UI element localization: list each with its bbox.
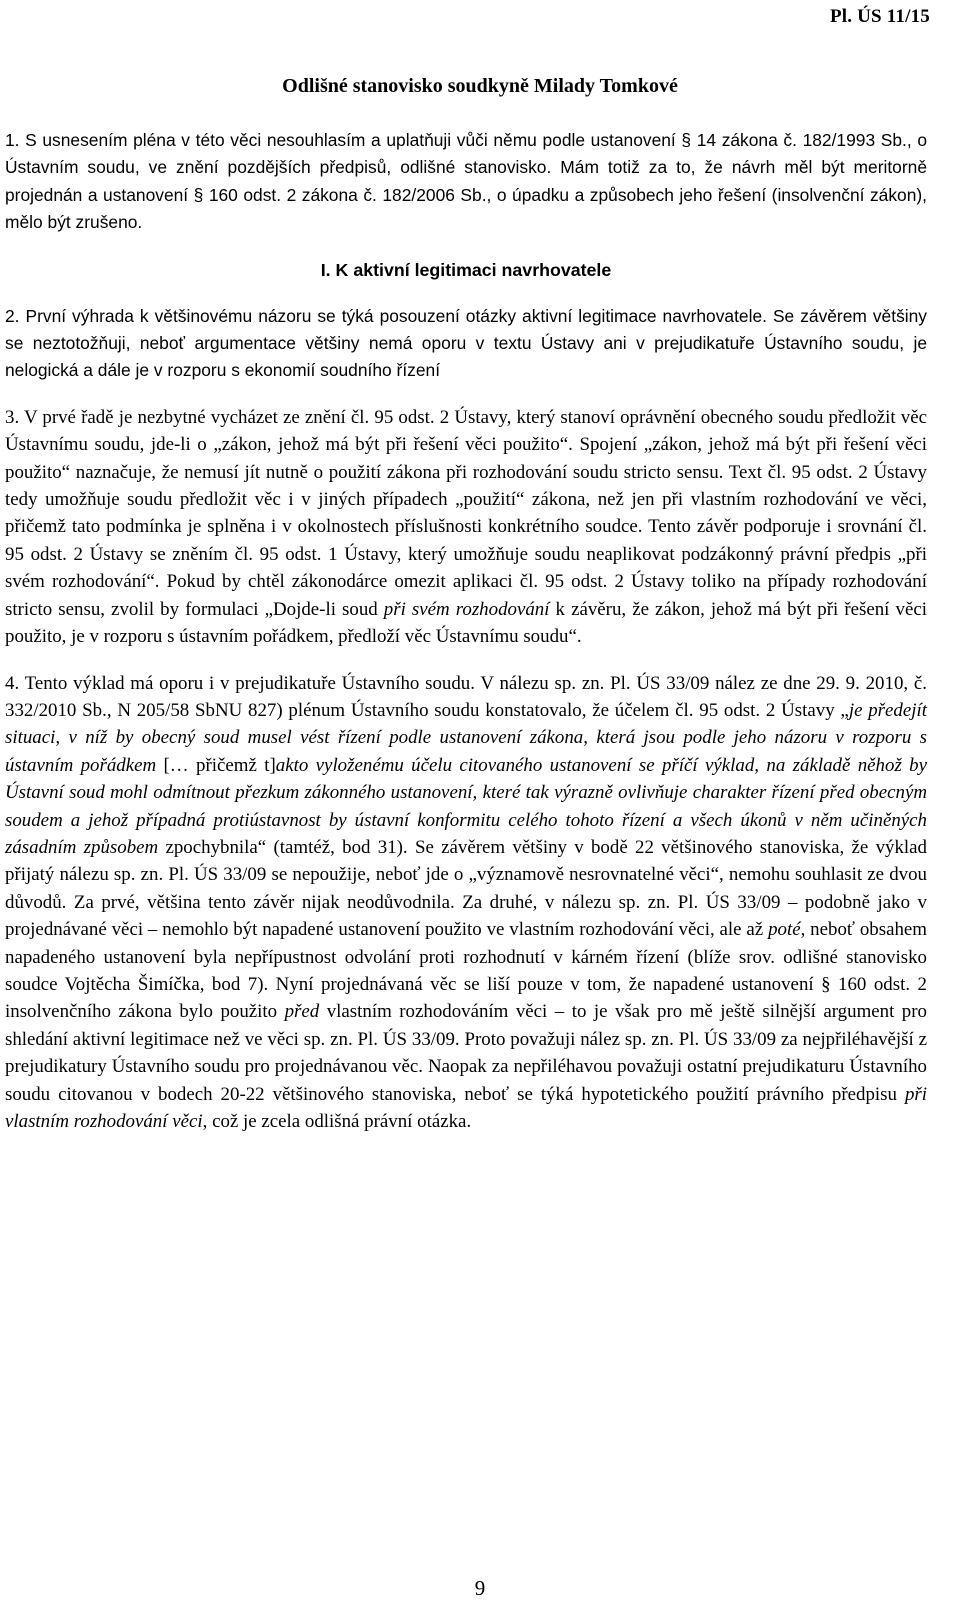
paragraph-4-text-g: , neboť obsahem napadeného ustanovení byla nepřípustnost odvolání proti rozhodnutí v kárném řízení (blíže srov. odlišné stanovisko soudce Vojtěcha Šimíčka, bod 7). Nyní projednávaná věc se liší pouze v tom, že napadené ustanovení § 160 odst. 2 insolvenčního zákona bylo použito bbox=[5, 919, 927, 1023]
paragraph-4-italic-d: akto vyloženému účelu citovaného ustanovení se příčí výklad, na základě něhož by Ústavní soud mohl odmítnout přezkum zákonného ustanovení, které tak výrazně ovlivňuje charakter řízení před obecným soudem a jehož případná protiústavnost by ústavní konformitu celého tohoto řízení a všech úkonů v něm učiněných zásadním způsobem bbox=[5, 754, 927, 858]
document-reference: Pl. ÚS 11/15 bbox=[829, 6, 930, 27]
paragraph-2: 2. První výhrada k většinovému názoru se týká posouzení otázky aktivní legitimace navrhovatele. Se závěrem většiny se neztotožňuji, neboť argumentace většiny nemá oporu v textu Ústavy ani v prejudikatuře Ústavního soudu, je nelogická a dále je v rozporu s ekonomií soudního řízení bbox=[5, 305, 927, 381]
document-body bbox=[5, 127, 927, 1135]
paragraph-3-italic-b: při svém rozhodování bbox=[383, 598, 550, 620]
section-heading: I. K aktivní legitimaci navrhovatele bbox=[320, 259, 612, 280]
page-number: 9 bbox=[474, 1576, 486, 1600]
paragraph-3 bbox=[5, 404, 927, 651]
paragraph-3-text-a: 3. V prvé řadě je nezbytné vycházet ze znění čl. 95 odst. 2 Ústavy, který stanoví oprávnění obecného soudu předložit věc Ústavnímu soudu, jde-li o „zákon, jehož má být při řešení věci použito“. Spojení „zákon, jehož má být při řešení věci použito“ naznačuje, že nemusí jít nutně o použití zákona při rozhodování soudu stricto sensu. Text čl. 95 odst. 2 Ústavy tedy umožňuje soudu předložit věc i v jiných případech „použití“ zákona, než jen při vlastním rozhodování ve věci, přičemž tato podmínka je splněna i v okolnostech příslušnosti konkrétního soudce. Tento závěr podporuje i srovnání čl. 95 odst. 2 Ústavy se zněním čl. 95 odst. 1 Ústavy, který umožňuje soudu neaplikovat podzákonný právní předpis „při svém rozhodování“. Pokud by chtěl zákonodárce omezit aplikaci čl. 95 odst. 2 Ústavy toliko na případy rozhodování stricto sensu, zvolil by formulaci „Dojde-li soud bbox=[5, 406, 927, 620]
paragraph-4-italic-j: při vlastním rozhodování věci bbox=[5, 1083, 927, 1132]
paragraph-4-text-c: [… přičemž t] bbox=[156, 754, 276, 776]
paragraph-4-italic-b: je předejít situaci, v níž by obecný soud musel vést řízení podle ustanovení zákona, která jsou podle jeho názoru v rozporu s ústavním pořádkem bbox=[5, 699, 927, 776]
paragraph-4-italic-h: před bbox=[284, 1001, 320, 1023]
paragraph-4-text-i: vlastním rozhodováním věci – to je však pro mě ještě silnější argument pro shledání aktivní legitimace než ve věci sp. zn. Pl. ÚS 33/09. Proto považuji nález sp. zn. Pl. ÚS 33/09 za nejpřiléhavější z prejudikatury Ústavního soudu pro projednávanou věc. Naopak za nepřiléhavou považuji ostatní prejudikaturu Ústavního soudu citovanou v bodech 20-22 většinového stanoviska, neboť se týká hypotetického použití právního předpisu bbox=[5, 1001, 927, 1105]
paragraph-4-text-e: zpochybnila“ (tamtéž, bod 31). Se závěrem většiny v bodě 22 většinového stanoviska, že výklad přijatý nálezu sp. zn. Pl. ÚS 33/09 se nepoužije, neboť jde o „významově nesrovnatelné věci“, nemohu souhlasit ze dvou důvodů. Za prvé, většina tento závěr nijak neodůvodnila. Za druhé, v nálezu sp. zn. Pl. ÚS 33/09 – podobně jako v projednávané věci – nemohlo být napadené ustanovení použito ve vlastním rozhodování věci, ale až bbox=[5, 836, 928, 941]
paragraph-4 bbox=[5, 670, 927, 1136]
paragraph-1: 1. S usnesením pléna v této věci nesouhlasím a uplatňuji vůči němu podle ustanovení § 14 zákona č. 182/1993 Sb., o Ústavním soudu, ve znění pozdějších předpisů, odlišné stanovisko. Mám totiž za to, že návrh měl být meritorně projednán a ustanovení § 160 odst. 2 zákona č. 182/2006 Sb., o úpadku a způsobech jeho řešení (insolvenční zákon), mělo být zrušeno. bbox=[5, 130, 927, 233]
paragraph-3-text-c: k závěru, že zákon, jehož má být při řešení věci použito, je v rozporu s ústavním pořádkem, předloží věc Ústavnímu soudu“. bbox=[5, 598, 927, 648]
paragraph-4-italic-f: poté bbox=[768, 919, 801, 941]
paragraph-4-text-a: 4. Tento výklad má oporu i v prejudikatuře Ústavního soudu. V nálezu sp. zn. Pl. ÚS 33/09 nález ze dne 29. 9. 2010, č. 332/2010 Sb., N 205/58 SbNU 827) plénum Ústavního soudu konstatovalo, že účelem čl. 95 odst. 2 Ústavy „ bbox=[5, 672, 927, 721]
document-title: Odlišné stanovisko soudkyně Milady Tomkové bbox=[282, 75, 678, 97]
paragraph-4-text-k: , což je zcela odlišná právní otázka. bbox=[202, 1111, 472, 1132]
